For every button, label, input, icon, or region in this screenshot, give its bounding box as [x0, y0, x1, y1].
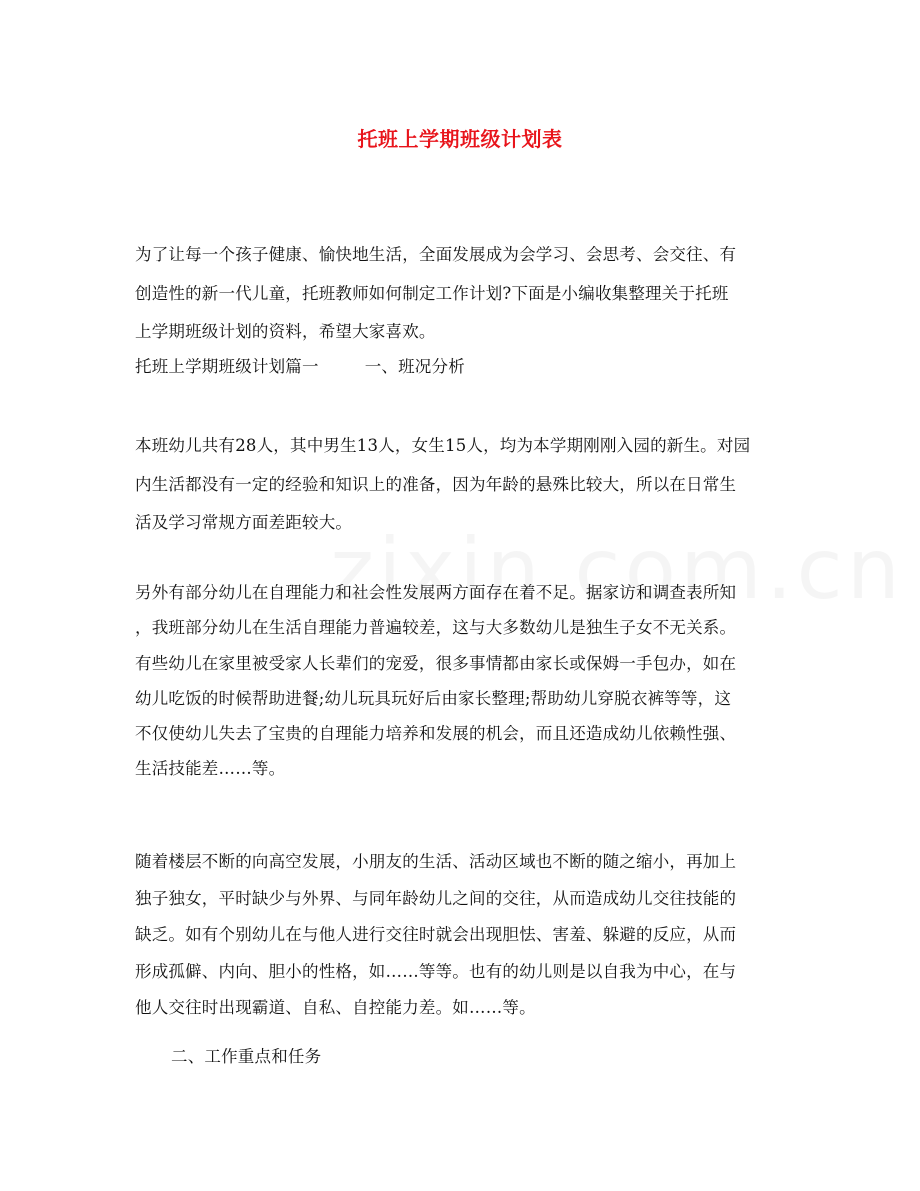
section2-heading [135, 1045, 831, 1069]
paragraph-line: 不仅使幼儿失去了宝贵的自理能力培养和发展的机会，而且还造成幼儿依赖性强、 [135, 724, 737, 744]
paragraph-line: 随着楼层不断的向高空发展，小朋友的生活、活动区域也不断的随之缩小，再加上 [135, 852, 737, 871]
subheading-line [135, 355, 795, 379]
paragraph-line: 活及学习常规方面差距较大。 [135, 513, 353, 532]
paragraph-line: 有些幼儿在家里被受家人长辈们的宠爱，很多事情都由家长或保姆一手包办，如在 [135, 653, 737, 673]
paragraph-line: 形成孤僻、内向、胆小的性格，如……等等。也有的幼儿则是以自我为中心，在与 [135, 961, 737, 981]
paragraph-social-skills [135, 844, 795, 1027]
article-subheading [135, 355, 795, 379]
paragraph-line: ，我班部分幼儿在生活自理能力普遍较差，这与大多数幼儿是独生子女不无关系。 [135, 618, 737, 638]
paragraph-line: 内生活都没有一定的经验和知识上的准备，因为年龄的悬殊比较大，所以在日常生 [135, 474, 737, 494]
intro-paragraph [135, 236, 795, 352]
section2-heading-text: 二、工作重点和任务 [171, 1047, 322, 1066]
section1-heading: 一、班况分析 [364, 357, 465, 376]
paragraph-line: 另外有部分幼儿在自理能力和社会性发展两方面存在着不足。据家访和调查表所知 [135, 583, 737, 602]
paragraph-self-care [135, 575, 795, 787]
article-heading: 托班上学期班级计划篇一 [135, 357, 319, 376]
paragraph-line: 幼儿吃饭的时候帮助进餐;幼儿玩具玩好后由家长整理;帮助幼儿穿脱衣裤等等，这 [135, 688, 732, 708]
paragraph-line: 独子独女，平时缺少与外界、与同年龄幼儿之间的交往，从而造成幼儿交往技能的 [135, 888, 737, 908]
intro-line: 创造性的新一代儿童，托班教师如何制定工作计划?下面是小编收集整理关于托班 [135, 283, 729, 303]
page-title: 托班上学期班级计划表 [357, 127, 563, 151]
paragraph-line: 缺乏。如有个别幼儿在与他人进行交往时就会出现胆怯、害羞、躲避的反应，从而 [135, 925, 737, 945]
paragraph-line: 生活技能差……等。 [135, 759, 286, 779]
intro-line: 上学期班级计划的资料，希望大家喜欢。 [135, 322, 436, 341]
paragraph-line: 他人交往时出现霸道、自私、自控能力差。如……等。 [135, 998, 536, 1018]
paragraph-class-overview [135, 427, 795, 543]
paragraph-line: 本班幼儿共有28人，其中男生13人，女生15人，均为本学期刚刚入园的新生。对园 [135, 436, 751, 455]
intro-line: 为了让每一个孩子健康、愉快地生活，全面发展成为会学习、会思考、会交往、有 [135, 245, 737, 264]
